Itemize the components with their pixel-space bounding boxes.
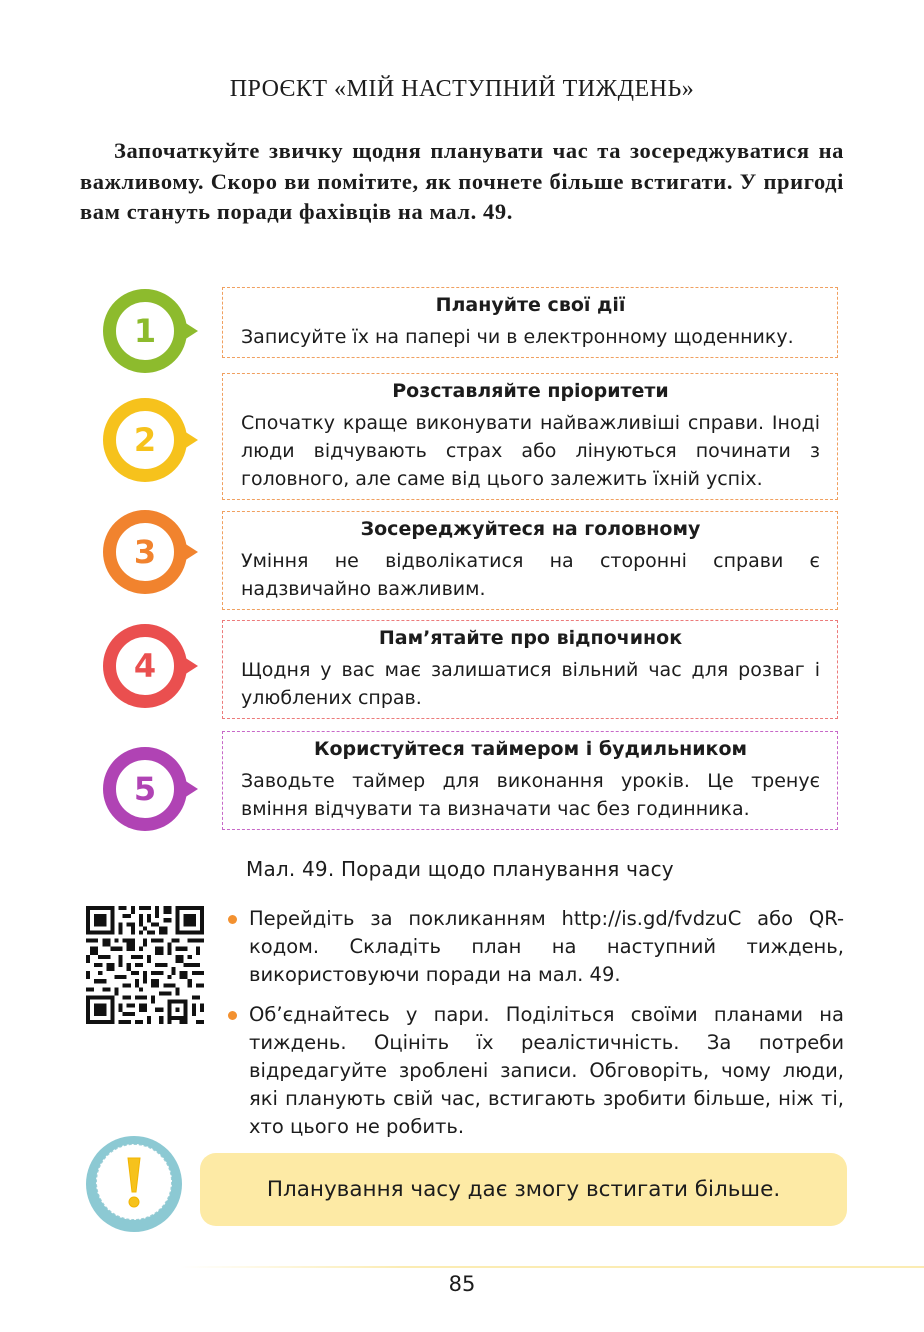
tip-heading: Користуйтеся таймером і будильником — [313, 738, 748, 760]
tip-number-circle-3 — [103, 510, 187, 594]
tip-heading: Зосереджуйтеся на головному — [360, 518, 701, 540]
qr-code-icon[interactable] — [86, 906, 204, 1024]
tip-card-4 — [222, 620, 838, 719]
tip-number-circle-2 — [103, 398, 187, 482]
task-list — [228, 905, 844, 1153]
tip-card-2 — [222, 373, 838, 500]
tip-text: Заводьте таймер для виконання уроків. Це тренує вміння відчувати та визначати час без годинника. — [241, 770, 820, 820]
tip-text: Записуйте їх на папері чи в електронному щоденнику. — [241, 326, 794, 348]
tip-heading: Плануйте свої дії — [435, 294, 626, 316]
task-item-qr: Перейдіть за покликанням http://is.gd/fvdzuC або QR-кодом. Складіть план на наступний тиждень, використовуючи поради на мал. 49. — [228, 905, 844, 989]
tip-number-circle-1 — [103, 289, 187, 373]
exclamation-badge — [86, 1136, 182, 1232]
task-item-pairs: Об’єднайтесь у пари. Поділіться своїми планами на тиждень. Оцініть їх реалістичність. За потреби відредагуйте зроблені записи. Обговоріть, чому люди, які планують свій час, встигають зробити більше, ніж ті, хто цього не робить. — [228, 1001, 844, 1141]
tip-heading: Пам’ятайте про відпочинок — [378, 627, 683, 649]
tip-text: Уміння не відволікатися на сторонні справи є надзвичайно важливим. — [241, 550, 820, 600]
figure-caption: Мал. 49. Поради щодо планування часу — [246, 857, 674, 881]
tip-number: 4 — [133, 647, 157, 685]
tip-card-1 — [222, 287, 838, 358]
tip-number-circle-5 — [103, 747, 187, 831]
exclamation-icon — [96, 1144, 172, 1220]
key-takeaway-note — [200, 1153, 847, 1226]
page-title: ПРОЄКТ «МІЙ НАСТУПНИЙ ТИЖДЕНЬ» — [229, 76, 695, 102]
note-text: Планування часу дає змогу встигати більше. — [266, 1177, 781, 1202]
tip-number: 2 — [133, 421, 157, 459]
tip-number: 1 — [133, 312, 157, 350]
footer-divider — [180, 1266, 924, 1268]
tip-number: 5 — [133, 770, 157, 808]
tip-text: Спочатку краще виконувати найважливіші справи. Іноді люди відчувають страх або лінуються починати з головного, але саме від цього залежить їхній успіх. — [241, 412, 820, 490]
tip-card-3 — [222, 511, 838, 610]
tip-number-circle-4 — [103, 624, 187, 708]
tip-number: 3 — [133, 533, 157, 571]
page-number: 85 — [448, 1272, 476, 1296]
intro-paragraph: Започаткуйте звичку щодня планувати час та зосереджуватися на важливому. Скоро ви помітите, як почнете більше встигати. У пригоді вам стануть поради фахівців на мал. 49. — [80, 138, 844, 224]
tip-text: Щодня у вас має залишатися вільний час для розваг і улюблених справ. — [241, 659, 820, 709]
tip-heading: Розставляйте пріоритети — [392, 380, 669, 402]
tip-card-5 — [222, 731, 838, 830]
